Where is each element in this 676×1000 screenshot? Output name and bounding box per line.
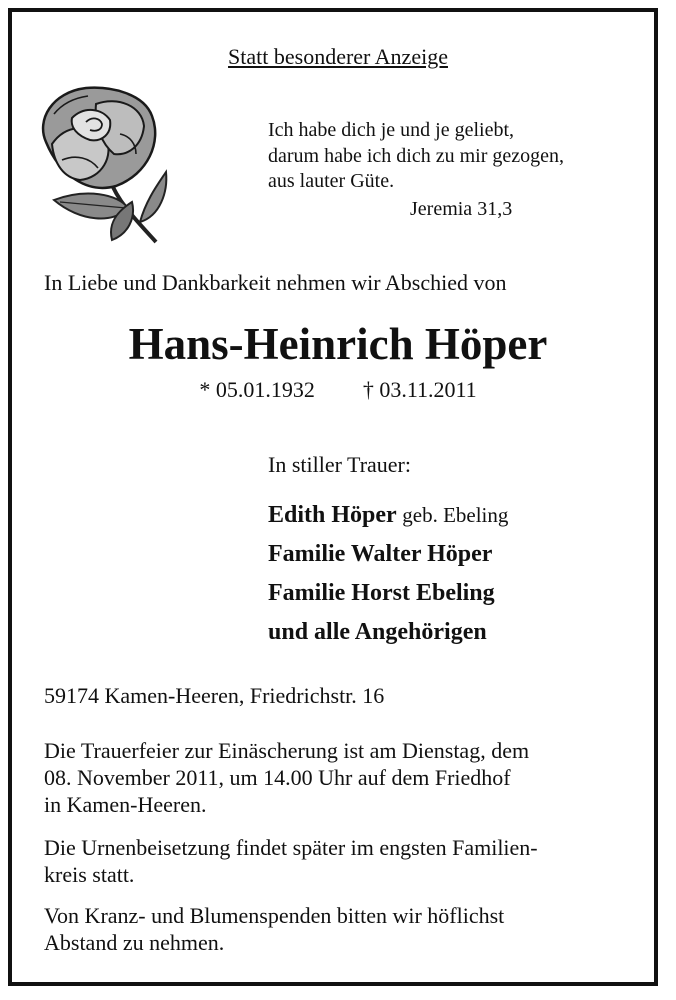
life-dates — [0, 377, 676, 403]
mourner-line: Familie Walter Höper — [268, 541, 493, 567]
text-line: kreis statt. — [44, 862, 135, 887]
mourners-intro: In stiller Trauer: — [268, 452, 411, 477]
text-line: Die Urnenbeisetzung findet später im engsten Familien- — [44, 835, 538, 860]
verse-line: Ich habe dich je und je geliebt, — [268, 119, 515, 141]
flowers-request-text — [44, 902, 644, 956]
funeral-service-text — [44, 737, 644, 818]
farewell-intro: In Liebe und Dankbarkeit nehmen wir Abschied von — [44, 270, 507, 295]
maiden-name: geb. Ebeling — [402, 503, 509, 527]
family-address: 59174 Kamen-Heeren, Friedrichstr. 16 — [44, 683, 385, 708]
verse-line: darum habe ich dich zu mir gezogen, — [268, 144, 564, 167]
urn-burial-text — [44, 834, 644, 888]
death-date: † 03.11.2011 — [362, 377, 477, 402]
mourner-line: und alle Angehörigen — [268, 619, 487, 645]
text-line: Abstand zu nehmen. — [44, 930, 225, 955]
text-line: 08. November 2011, um 14.00 Uhr auf dem Friedhof — [44, 765, 511, 790]
verse-reference: Jeremia 31,3 — [410, 198, 513, 220]
bible-verse — [268, 118, 564, 195]
text-line: Die Trauerfeier zur Einäscherung ist am Dienstag, dem — [44, 738, 530, 763]
announcement-heading: Statt besonderer Anzeige — [228, 44, 448, 69]
mourner-line: Familie Horst Ebeling — [268, 580, 495, 606]
text-line: in Kamen-Heeren. — [44, 792, 207, 817]
rose-icon — [32, 84, 172, 244]
verse-line: aus lauter Güte. — [268, 170, 395, 192]
mourner-widow — [268, 502, 508, 529]
birth-date: * 05.01.1932 — [199, 377, 315, 402]
text-line: Von Kranz- und Blumenspenden bitten wir höflichst — [44, 903, 505, 928]
mourner-name: Edith Höper — [268, 502, 397, 528]
deceased-name: Hans-Heinrich Höper — [128, 319, 548, 369]
